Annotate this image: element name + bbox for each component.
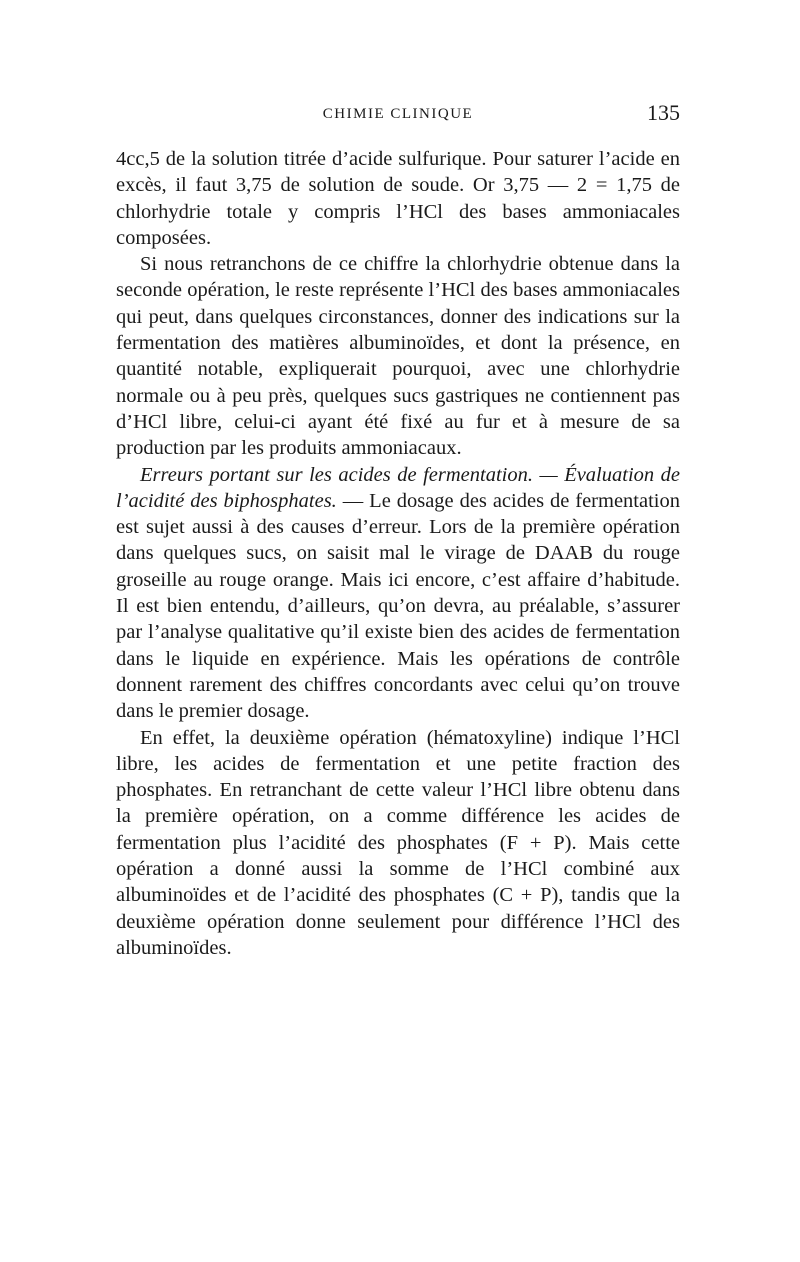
book-page [116, 100, 680, 961]
paragraph-hematoxyline: En effet, la deuxième opération (hématoxyline) indique l’HCl libre, les acides de fermentation et une petite fraction des phosphates. En retranchant de cette valeur l’HCl libre obtenu dans la première opération, on a comme différence les acides de fermentation plus l’acidité des phosphates (F + P). Mais cette opération a donné aussi la somme de l’HCl combiné aux albuminoïdes et de l’acidité des phosphates (C + P), tandis que la deuxième opération donne seulement pour différence l’HCl des albuminoïdes. [116, 726, 680, 959]
page-number: 135 [647, 100, 680, 125]
running-title: CHIMIE CLINIQUE [322, 106, 474, 122]
section-heading: Erreurs portant sur les acides de fermentation. — Évaluation de l’acidité des biphosphates. [116, 463, 680, 512]
running-head [116, 100, 680, 132]
section-body: — Le dosage des acides de fermentation est sujet aussi à des causes d’erreur. Lors de la première opération dans quelques sucs, on saisit mal le virage de DAAB du rouge groseille au rouge orange. Mais ici encore, c’est affaire d’habitude. Il est bien entendu, d’ailleurs, qu’on devra, au préalable, s’assurer par l’analyse qualitative qu’il existe bien des acides de fermentation dans le liquide en expérience. Mais les opérations de contrôle donnent rarement des chiffres concordants avec celui qu’on trouve dans le premier dosage. [116, 489, 680, 723]
paragraph-ammonia-bases: Si nous retranchons de ce chiffre la chlorhydrie obtenue dans la seconde opération, le reste représente l’HCl des bases ammoniacales qui peut, dans quelques circonstances, donner des indications sur la fermentation des matières albuminoïdes, et dont la présence, en quantité notable, expliquerait pourquoi, avec une chlorhydrie normale ou à peu près, quelques sucs gastriques ne contiennent pas d’HCl libre, celui-ci ayant été fixé au fur et à mesure de sa production par les produits ammoniacaux. [116, 253, 680, 460]
paragraph-fermentation-errors [116, 462, 680, 725]
paragraph-continuation: 4cc,5 de la solution titrée d’acide sulfurique. Pour saturer l’acide en excès, il faut 3,75 de solution de soude. Or 3,75 — 2 = 1,75 de chlorhydrie totale y compris l’HCl des bases ammoniacales composées. [116, 148, 680, 249]
